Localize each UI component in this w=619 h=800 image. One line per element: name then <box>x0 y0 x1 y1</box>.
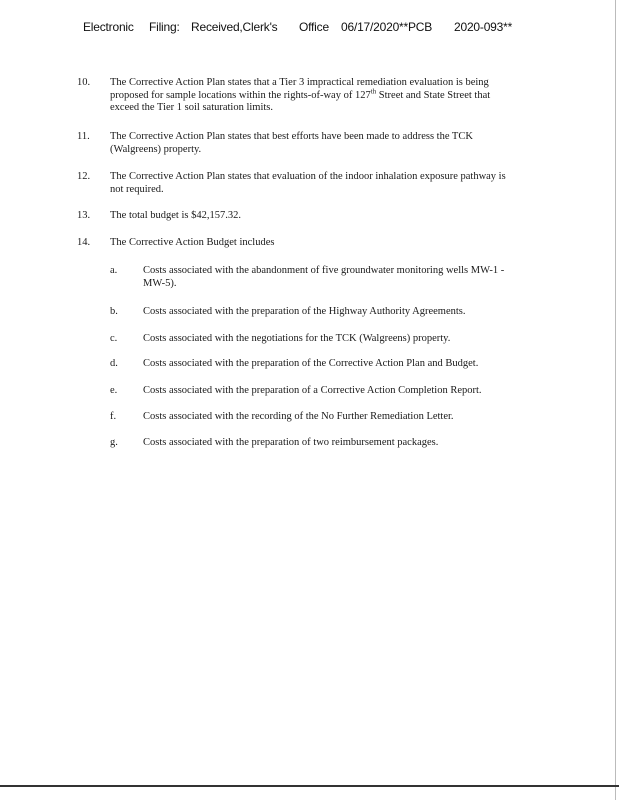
sub-item-letter: g. <box>110 437 118 448</box>
item-text: The Corrective Action Plan states that evaluation of the indoor inhalation exposure pathway is not required. <box>110 171 506 195</box>
sub-item-text: Costs associated with the preparation of the Highway Authority Agreements. <box>143 306 466 317</box>
header-received: Received,Clerk's <box>191 20 278 34</box>
item-number: 13. <box>77 210 91 221</box>
filing-stamp-header <box>0 20 619 38</box>
item-text: The total budget is $42,157.32. <box>110 210 241 221</box>
sub-item-letter: f. <box>110 411 117 422</box>
scan-bottom-edge <box>0 785 619 787</box>
item-number: 14. <box>77 237 91 248</box>
header-electronic: Electronic <box>83 20 134 34</box>
item-number: 11. <box>77 131 90 142</box>
sub-item-text: Costs associated with the abandonment of five groundwater monitoring wells MW-1 - MW-5). <box>143 265 505 289</box>
ordinal-superscript: th <box>370 87 377 95</box>
sub-item-letter: d. <box>110 358 118 369</box>
sub-item-text: Costs associated with the preparation of the Corrective Action Plan and Budget. <box>143 358 479 369</box>
sub-item-letter: a. <box>110 265 118 276</box>
item-text: The Corrective Action Plan states that a Tier 3 impractical remediation evaluation is being proposed for sample locations within the rights-of-way of 127th Street and State Street that exceed the Tier 1 soil saturation limits. <box>110 77 491 113</box>
item-text: The Corrective Action Plan states that best efforts have been made to address the TCK (Walgreens) property. <box>110 131 473 155</box>
item-number: 12. <box>77 171 91 182</box>
header-filing: Filing: <box>149 20 180 34</box>
item-number: 10. <box>77 77 91 88</box>
sub-item-text: Costs associated with the negotiations for the TCK (Walgreens) property. <box>143 333 451 344</box>
sub-item-letter: b. <box>110 306 118 317</box>
item-text: The Corrective Action Budget includes <box>110 237 275 248</box>
header-date: 06/17/2020**PCB <box>341 20 433 34</box>
header-office: Office <box>299 20 329 34</box>
header-case-number: 2020-093** <box>454 20 513 34</box>
sub-item-letter: c. <box>110 333 118 344</box>
sub-item-text: Costs associated with the preparation of a Corrective Action Completion Report. <box>143 385 482 396</box>
sub-item-letter: e. <box>110 385 118 396</box>
sub-item-text: Costs associated with the preparation of two reimbursement packages. <box>143 437 439 448</box>
sub-item-text: Costs associated with the recording of the No Further Remediation Letter. <box>143 411 454 422</box>
scan-edge-line <box>615 0 616 800</box>
